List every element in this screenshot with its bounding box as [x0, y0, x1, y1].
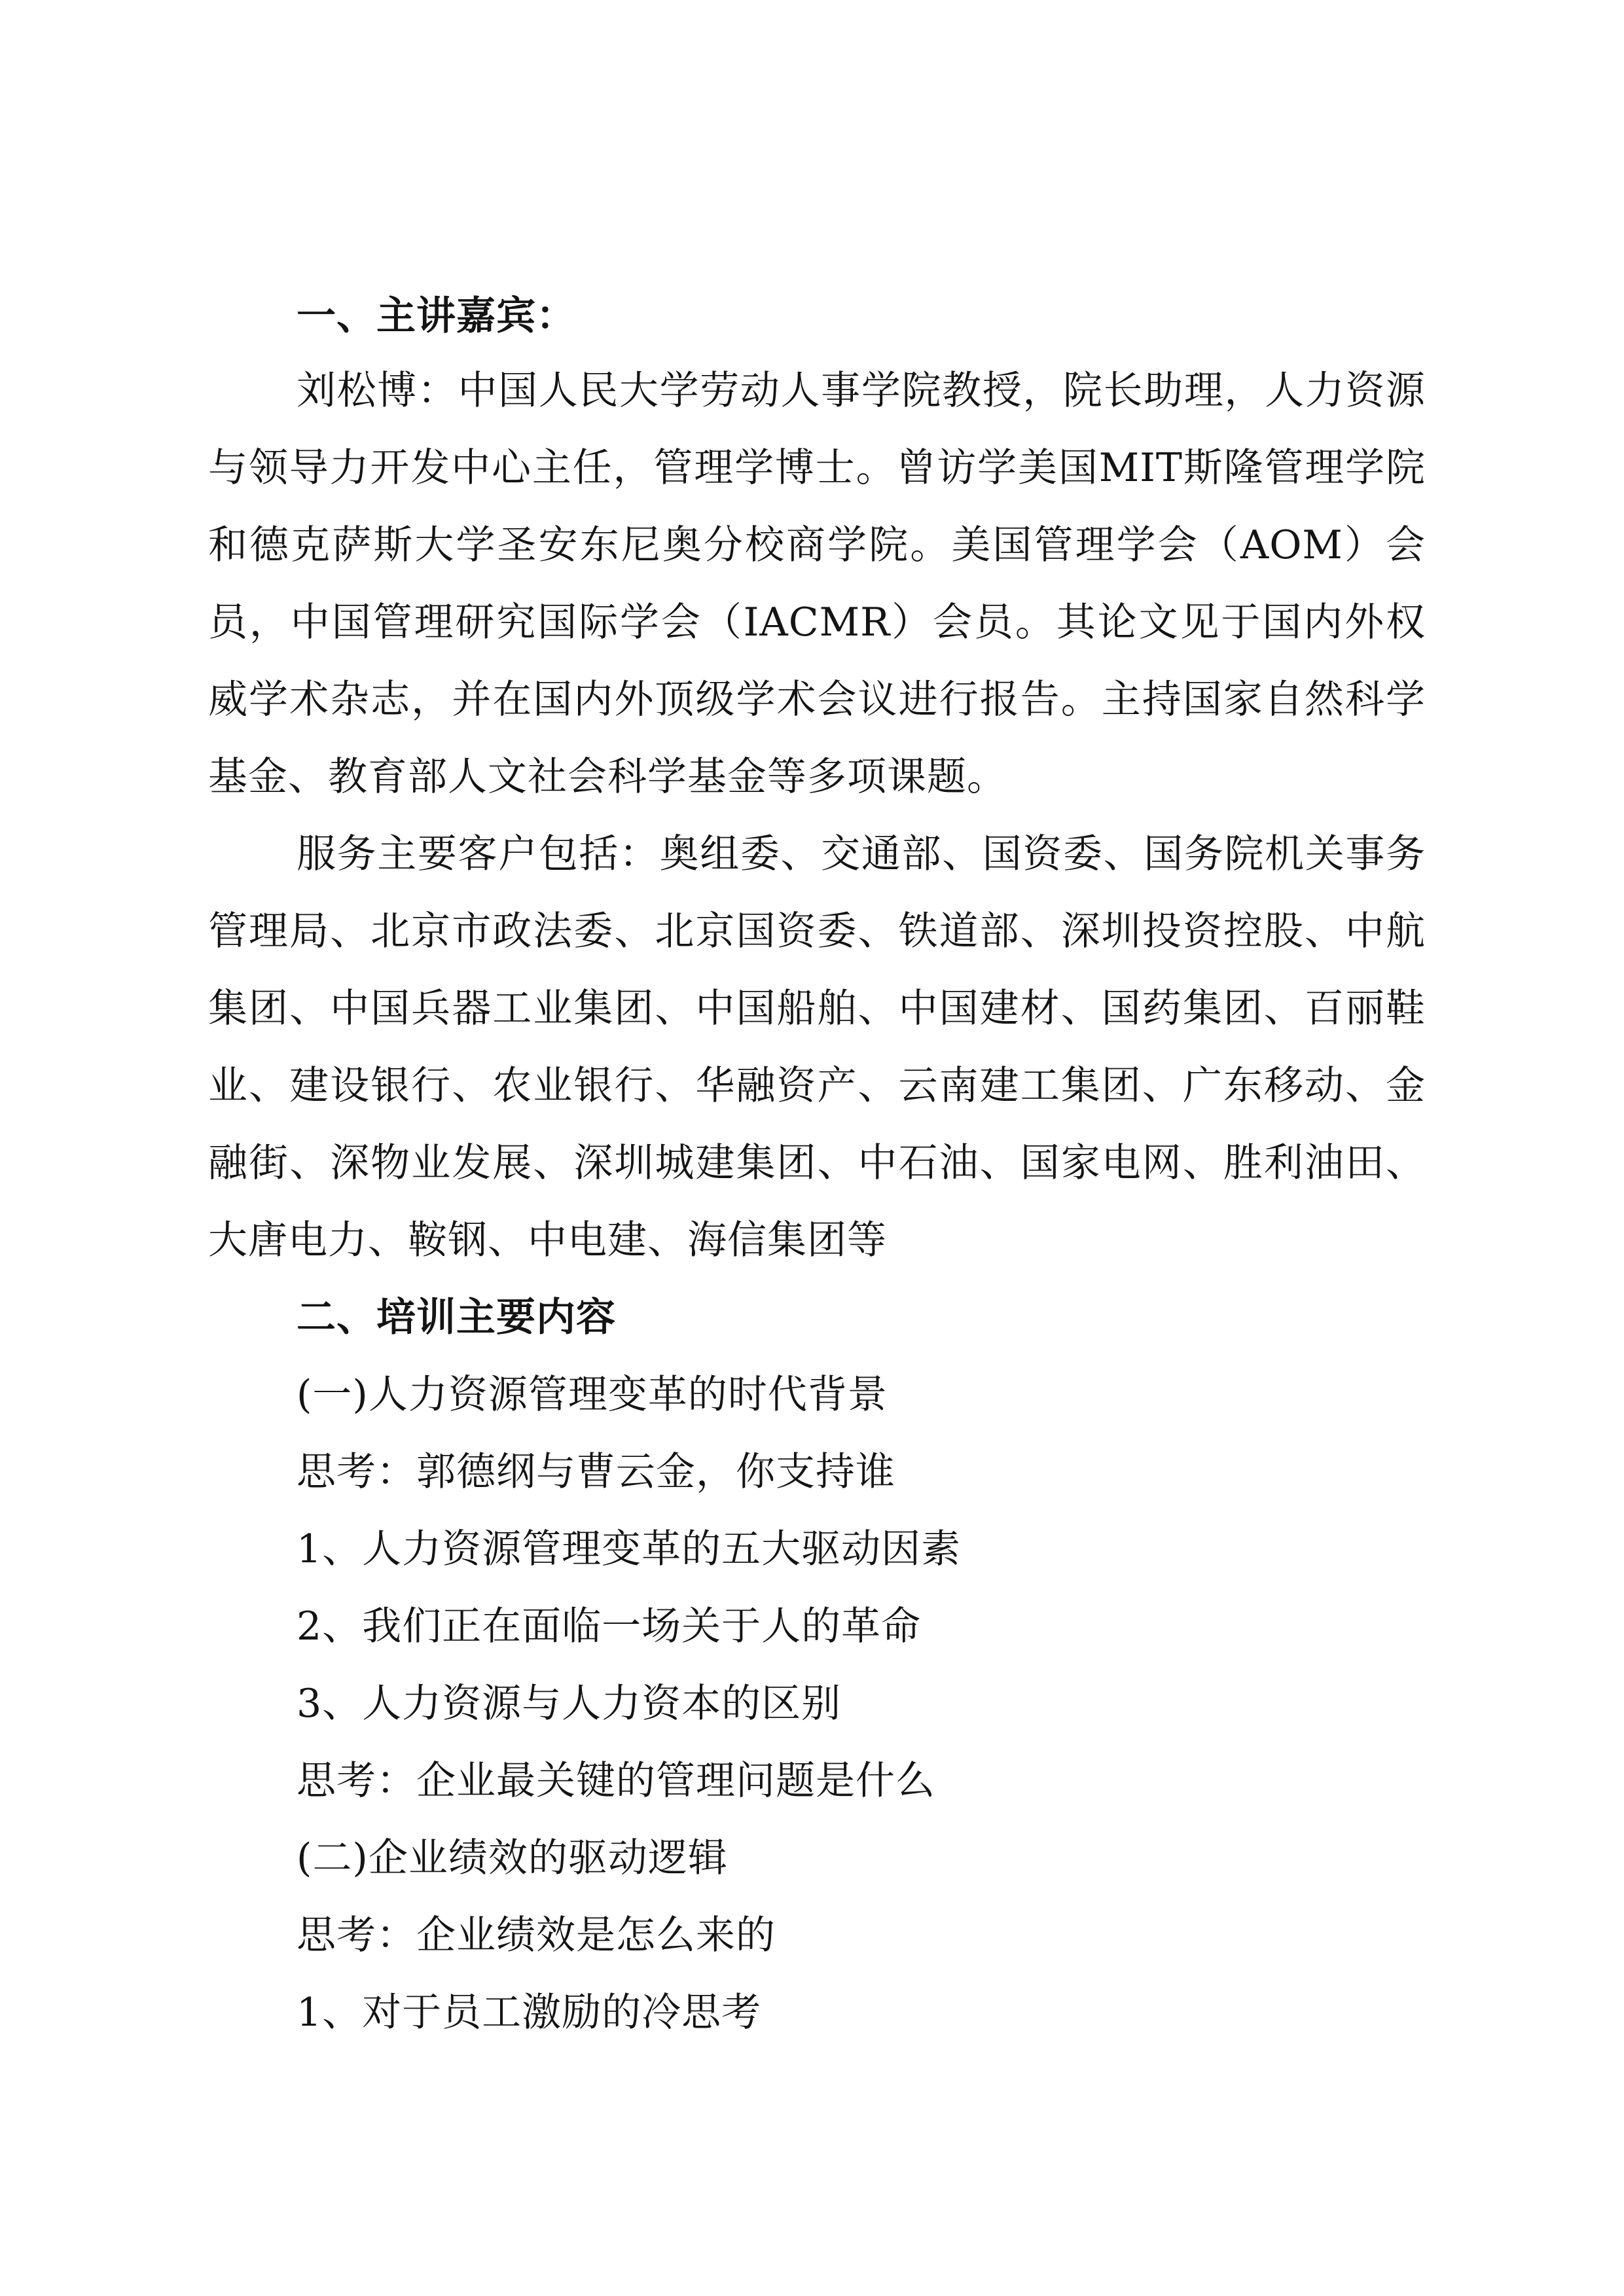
content-line: 思考：企业最关键的管理问题是什么	[297, 1758, 935, 1804]
content-line: 2、我们正在面临一场关于人的革命	[297, 1604, 922, 1649]
speaker-bio-paragraph: 刘松博：中国人民大学劳动人事学院教授，院长助理，人力资源与领导力开发中心主任，管理学博士。曾访学美国MIT斯隆管理学院和德克萨斯大学圣安东尼奥分校商学院。美国管理学会（AOM）会员，中国管理研究国际学会（IACMR）会员。其论文见于国内外权威学术杂志，并在国内外顶级学术会议进行报告。主持国家自然科学基金、教育部人文社会科学基金等多项课题。	[208, 368, 1426, 800]
content-line: 思考：郭德纲与曹云金，你支持谁	[297, 1449, 895, 1495]
subsection-title-performance-logic: (二)企业绩效的驱动逻辑	[297, 1835, 728, 1881]
clients-paragraph: 服务主要客户包括：奥组委、交通部、国资委、国务院机关事务管理局、北京市政法委、北京国资委、铁道部、深圳投资控股、中航集团、中国兵器工业集团、中国船舶、中国建材、国药集团、百丽鞋业、建设银行、农业银行、华融资产、云南建工集团、广东移动、金融街、深物业发展、深圳城建集团、中石油、国家电网、胜利油田、大唐电力、鞍钢、中电建、海信集团等	[208, 831, 1426, 1263]
content-line: 1、人力资源管理变革的五大驱动因素	[297, 1526, 962, 1572]
content-line: 3、人力资源与人力资本的区别	[297, 1681, 842, 1727]
section-heading-training-content: 二、培训主要内容	[297, 1295, 616, 1340]
subsection-title-hr-background: (一)人力资源管理变革的时代背景	[297, 1372, 888, 1418]
content-line: 1、对于员工激励的冷思考	[297, 1990, 762, 2036]
section-heading-speaker: 一、主讲嘉宾：	[297, 293, 576, 339]
content-line: 思考：企业绩效是怎么来的	[297, 1912, 776, 1958]
